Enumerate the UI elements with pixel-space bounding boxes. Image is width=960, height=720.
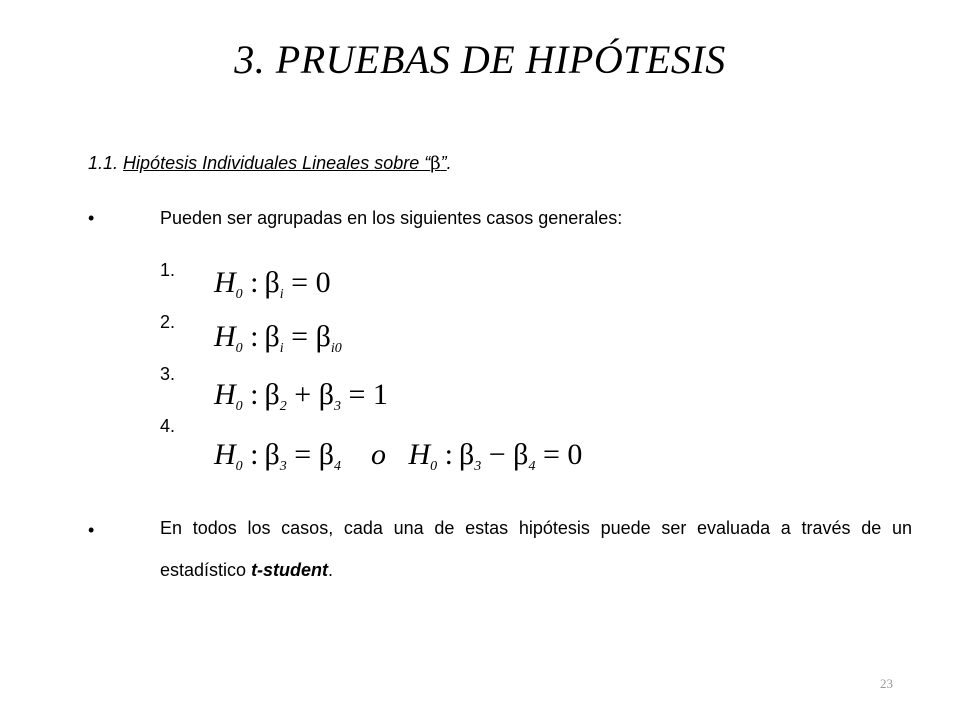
equation-1: $H_0$ : $\beta_i = 0$ <box>214 266 331 302</box>
slide-title: 3. PRUEBAS DE HIPÓTESIS <box>234 37 726 82</box>
case-number-4: 4. <box>160 416 176 436</box>
case-number-3: 3. <box>160 364 176 384</box>
equation-3: $H_0$ : $\beta_2 + \beta_3 = 1$ <box>214 378 388 414</box>
section-number: 1.1. <box>88 153 119 173</box>
page-number: 23 <box>880 676 893 691</box>
bullet-marker: • <box>88 520 95 540</box>
beta-symbol: β <box>430 153 441 174</box>
bullet-text-conclusion: En todos los casos, cada una de estas hipótesis puede ser evaluada a través de un estadístico t-student. <box>160 518 912 580</box>
bullet-marker: • <box>88 208 95 228</box>
section-subtitle: 1.1. Hipótesis Individuales Lineales sobre “β”. <box>88 153 452 174</box>
bullet-text-cases: Pueden ser agrupadas en los siguientes casos generales: <box>160 208 623 228</box>
case-number-2: 2. <box>160 312 176 332</box>
equation-4: $H_0$ : $\beta_3 = \beta_4$ o $H_0$ : $\beta_3 - \beta_4 = 0$ <box>214 438 583 474</box>
case-number-1: 1. <box>160 260 176 280</box>
emphasis-t-student: t-student <box>251 560 329 580</box>
section-heading: Hipótesis Individuales Lineales sobre “β” <box>123 153 447 174</box>
equation-2: $H_0$ : $\beta_i = \beta_{i0}$ <box>214 320 342 356</box>
